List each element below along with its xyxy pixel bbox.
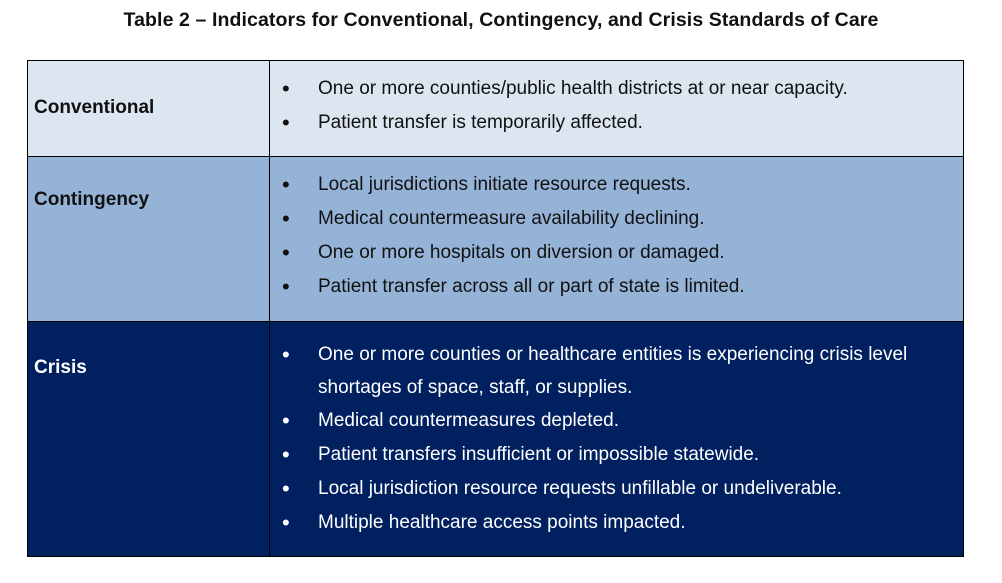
indicator-item: • Medical countermeasure availability declining. (270, 202, 963, 236)
table-row-conventional (28, 61, 964, 157)
indicator-item: • Medical countermeasures depleted. (270, 404, 963, 438)
indicators-cell (270, 61, 964, 157)
table-row-contingency (28, 157, 964, 322)
row-label-contingency: Contingency (34, 189, 150, 210)
table-title: Table 2 – Indicators for Conventional, Contingency, and Crisis Standards of Care (123, 9, 879, 31)
standards-of-care-table (27, 60, 964, 557)
row-label-cell (28, 61, 270, 157)
indicator-list-conventional (270, 61, 963, 140)
indicator-list-crisis (270, 322, 963, 540)
indicator-item: • Patient transfer across all or part of state is limited. (270, 270, 963, 304)
row-label-cell (28, 322, 270, 557)
row-label-cell (28, 157, 270, 322)
indicator-item: • Patient transfer is temporarily affected. (270, 106, 963, 140)
indicator-item: • Local jurisdiction resource requests unfillable or undeliverable. (270, 472, 963, 506)
indicator-item: • One or more counties/public health districts at or near capacity. (270, 72, 963, 106)
table-row-crisis (28, 322, 964, 557)
row-label-crisis: Crisis (34, 357, 87, 378)
row-label-conventional: Conventional (34, 97, 155, 118)
indicator-item: • One or more counties or healthcare entities is experiencing crisis level shortages of space, staff, or supplies. (270, 338, 963, 404)
indicators-cell (270, 157, 964, 322)
indicator-item: • Patient transfers insufficient or impossible statewide. (270, 438, 963, 472)
indicator-list-contingency (270, 157, 963, 304)
indicator-item: • Local jurisdictions initiate resource requests. (270, 168, 963, 202)
indicator-item: • One or more hospitals on diversion or damaged. (270, 236, 963, 270)
indicator-item: • Multiple healthcare access points impacted. (270, 506, 963, 540)
indicators-cell (270, 322, 964, 557)
